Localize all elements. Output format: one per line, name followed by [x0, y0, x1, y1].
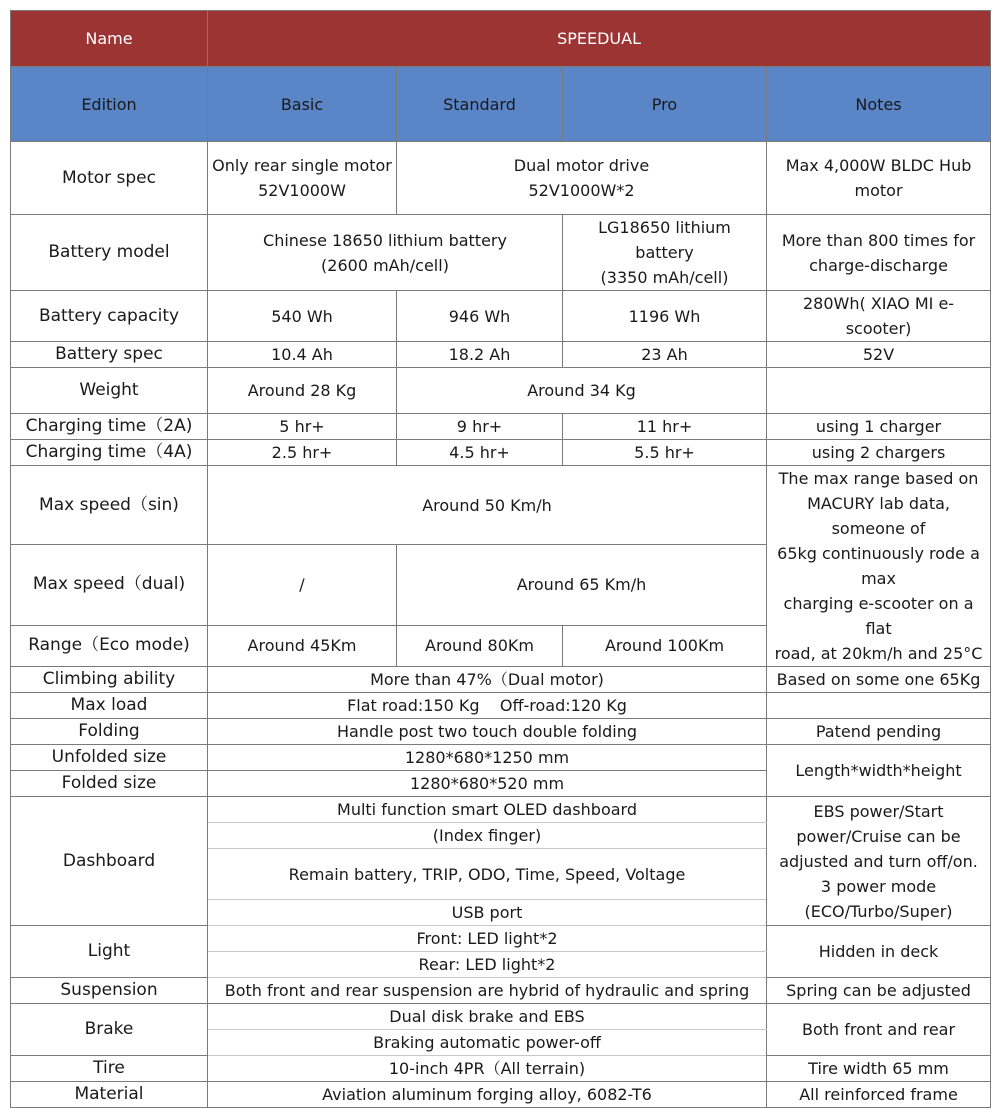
dashboard-line-1: Multi function smart OLED dashboard	[208, 797, 767, 823]
weight-basic: Around 28 Kg	[208, 368, 397, 414]
charging-4a-standard: 4.5 hr+	[397, 440, 563, 466]
label-weight: Weight	[11, 368, 208, 414]
label-charging-4a: Charging time（4A)	[11, 440, 208, 466]
row-charging-2a	[11, 414, 991, 440]
label-dashboard: Dashboard	[11, 797, 208, 926]
edition-standard: Standard	[397, 67, 563, 142]
climbing-notes: Based on some one 65Kg	[767, 667, 991, 693]
charging-4a-notes: using 2 chargers	[767, 440, 991, 466]
charging-2a-basic: 5 hr+	[208, 414, 397, 440]
folded-size-value: 1280*680*520 mm	[208, 771, 767, 797]
unfolded-size-value: 1280*680*1250 mm	[208, 745, 767, 771]
capacity-notes: 280Wh( XIAO MI e-scooter)	[767, 291, 991, 342]
range-notes	[767, 466, 991, 667]
label-tire: Tire	[11, 1056, 208, 1082]
motor-basic-line2: 52V1000W	[258, 181, 346, 200]
row-dashboard-1	[11, 797, 991, 823]
label-brake: Brake	[11, 1004, 208, 1056]
range-basic: Around 45Km	[208, 625, 397, 666]
weight-standard-pro: Around 34 Kg	[397, 368, 767, 414]
battery-model-bs-line2: (2600 mAh/cell)	[321, 255, 449, 275]
dashboard-line-2: (Index finger)	[208, 823, 767, 849]
row-battery-spec	[11, 342, 991, 368]
row-charging-4a	[11, 440, 991, 466]
label-light: Light	[11, 926, 208, 978]
motor-notes-line1: Max 4,000W BLDC Hub	[785, 156, 972, 175]
row-suspension	[11, 978, 991, 1004]
row-brake-1	[11, 1004, 991, 1030]
row-battery-capacity	[11, 291, 991, 342]
range-notes-line5: road, at 20km/h and 25°C	[774, 644, 983, 663]
battery-model-notes-line2: charge-discharge	[809, 255, 948, 275]
row-tire	[11, 1056, 991, 1082]
motor-notes	[767, 142, 991, 215]
battery-model-pro-line2: (3350 mAh/cell)	[600, 268, 729, 287]
range-notes-line3: 65kg continuously rode a max	[777, 544, 980, 588]
label-max-speed-dual: Max speed（dual)	[11, 545, 208, 626]
battery-model-pro	[563, 215, 767, 291]
row-climbing	[11, 667, 991, 693]
label-range: Range（Eco mode)	[11, 625, 208, 666]
edition-row	[11, 67, 991, 142]
brake-notes: Both front and rear	[767, 1004, 991, 1056]
range-notes-line1: The max range based on	[778, 469, 979, 488]
notes-label: Notes	[767, 67, 991, 142]
max-speed-dual-basic: /	[208, 545, 397, 626]
battery-spec-basic: 10.4 Ah	[208, 342, 397, 368]
label-folding: Folding	[11, 719, 208, 745]
folding-value: Handle post two touch double folding	[208, 719, 767, 745]
title-row	[11, 11, 991, 67]
battery-spec-notes: 52V	[767, 342, 991, 368]
range-notes-line2: MACURY lab data, someone of	[807, 494, 950, 538]
capacity-basic: 540 Wh	[208, 291, 397, 342]
edition-basic: Basic	[208, 67, 397, 142]
charging-4a-pro: 5.5 hr+	[563, 440, 767, 466]
label-folded-size: Folded size	[11, 771, 208, 797]
label-material: Material	[11, 1082, 208, 1108]
battery-model-notes-line1: More than 800 times for	[781, 230, 976, 250]
suspension-notes: Spring can be adjusted	[767, 978, 991, 1004]
dashboard-line-3: Remain battery, TRIP, ODO, Time, Speed, Voltage	[208, 849, 767, 900]
folding-notes: Patend pending	[767, 719, 991, 745]
battery-model-bs-line1: Chinese 18650 lithium battery	[263, 230, 507, 250]
label-charging-2a: Charging time（2A)	[11, 414, 208, 440]
row-light-1	[11, 926, 991, 952]
motor-notes-line2: motor	[854, 181, 903, 200]
label-max-speed-sin: Max speed（sin)	[11, 466, 208, 545]
light-front: Front: LED light*2	[208, 926, 767, 952]
capacity-standard: 946 Wh	[397, 291, 563, 342]
dashboard-notes-line5: (ECO/Turbo/Super)	[804, 901, 953, 921]
battery-model-basic-standard	[208, 215, 563, 291]
material-notes: All reinforced frame	[767, 1082, 991, 1108]
label-max-load: Max load	[11, 693, 208, 719]
row-max-load	[11, 693, 991, 719]
max-speed-sin-value: Around 50 Km/h	[208, 466, 767, 545]
row-unfolded-size	[11, 745, 991, 771]
row-motor-spec	[11, 142, 991, 215]
battery-model-pro-line1: LG18650 lithium battery	[598, 218, 731, 262]
climbing-value: More than 47%（Dual motor)	[208, 667, 767, 693]
label-motor-spec: Motor spec	[11, 142, 208, 215]
dashboard-notes-line3: adjusted and turn off/on.	[779, 851, 978, 871]
tire-notes: Tire width 65 mm	[767, 1056, 991, 1082]
max-load-notes	[767, 693, 991, 719]
charging-2a-pro: 11 hr+	[563, 414, 767, 440]
battery-spec-pro: 23 Ah	[563, 342, 767, 368]
motor-basic-line1: Only rear single motor	[212, 156, 392, 175]
motor-standard-pro	[397, 142, 767, 215]
label-climbing: Climbing ability	[11, 667, 208, 693]
name-label: Name	[11, 11, 208, 67]
battery-spec-standard: 18.2 Ah	[397, 342, 563, 368]
label-battery-spec: Battery spec	[11, 342, 208, 368]
row-folding	[11, 719, 991, 745]
label-suspension: Suspension	[11, 978, 208, 1004]
size-notes: Length*width*height	[767, 745, 991, 797]
material-value: Aviation aluminum forging alloy, 6082-T6	[208, 1082, 767, 1108]
range-notes-line4: charging e-scooter on a flat	[783, 594, 974, 638]
label-battery-capacity: Battery capacity	[11, 291, 208, 342]
edition-pro: Pro	[563, 67, 767, 142]
charging-4a-basic: 2.5 hr+	[208, 440, 397, 466]
max-load-value: Flat road:150 Kg Off-road:120 Kg	[208, 693, 767, 719]
light-rear: Rear: LED light*2	[208, 952, 767, 978]
range-standard: Around 80Km	[397, 625, 563, 666]
capacity-pro: 1196 Wh	[563, 291, 767, 342]
charging-2a-notes: using 1 charger	[767, 414, 991, 440]
row-material	[11, 1082, 991, 1108]
dashboard-notes-line4: 3 power mode	[820, 876, 937, 896]
dashboard-notes-line1: EBS power/Start	[813, 801, 944, 821]
motor-dual-line2: 52V1000W*2	[528, 181, 635, 200]
suspension-value: Both front and rear suspension are hybrid of hydraulic and spring	[208, 978, 767, 1004]
dashboard-line-4: USB port	[208, 900, 767, 926]
light-notes: Hidden in deck	[767, 926, 991, 978]
label-unfolded-size: Unfolded size	[11, 745, 208, 771]
brake-line-2: Braking automatic power-off	[208, 1030, 767, 1056]
dashboard-notes	[767, 797, 991, 926]
range-pro: Around 100Km	[563, 625, 767, 666]
motor-dual-line1: Dual motor drive	[513, 156, 650, 175]
battery-model-notes	[767, 215, 991, 291]
tire-value: 10-inch 4PR（All terrain)	[208, 1056, 767, 1082]
dashboard-notes-line2: power/Cruise can be	[796, 826, 961, 846]
weight-notes	[767, 368, 991, 414]
max-speed-dual-standard-pro: Around 65 Km/h	[397, 545, 767, 626]
brake-line-1: Dual disk brake and EBS	[208, 1004, 767, 1030]
spec-table	[10, 10, 991, 1108]
row-battery-model	[11, 215, 991, 291]
row-weight	[11, 368, 991, 414]
motor-basic	[208, 142, 397, 215]
charging-2a-standard: 9 hr+	[397, 414, 563, 440]
brand-title: SPEEDUAL	[208, 11, 991, 67]
label-battery-model: Battery model	[11, 215, 208, 291]
row-max-speed-sin	[11, 466, 991, 545]
edition-label: Edition	[11, 67, 208, 142]
